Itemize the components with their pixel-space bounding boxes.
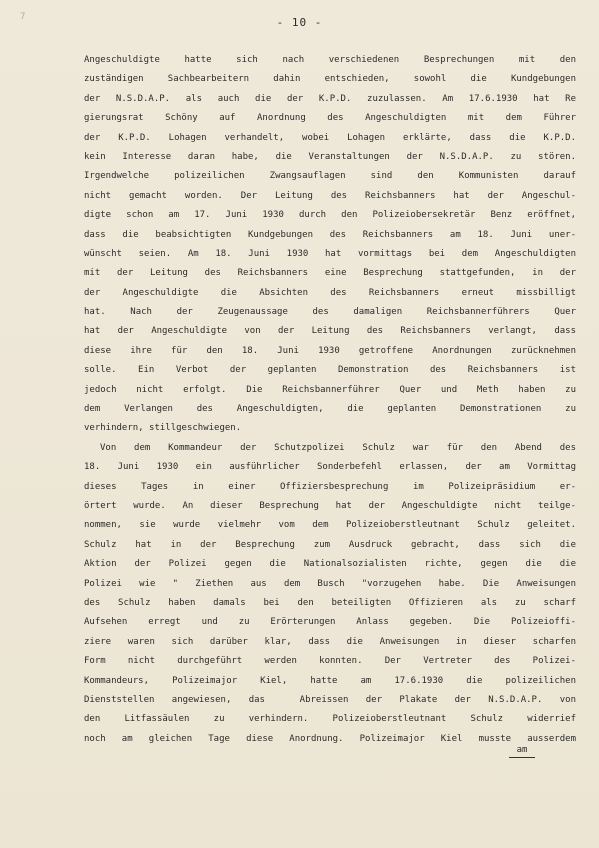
text-line: örtert wurde. An dieser Besprechung hat der Angeschuldigte nicht teilge- — [84, 500, 576, 511]
text-line: wünscht seien. Am 18. Juni 1930 hat vormittags bei dem Angeschuldigten — [84, 248, 576, 259]
text-line: Polizei wie " Ziethen aus dem Busch "vorzugehen habe. Die Anweisungen — [84, 578, 576, 589]
body-text — [84, 51, 576, 749]
text-line: hat der Angeschuldigte von der Leitung des Reichsbanners verlangt, dass — [84, 326, 576, 337]
text-line: Irgendwelche polizeilichen Zwangsauflagen sind den Kommunisten darauf — [84, 171, 576, 182]
text-line: Aktion der Polizei gegen die Nationalsozialisten richte, gegen die die — [84, 559, 576, 570]
text-line: nicht gemacht worden. Der Leitung des Reichsbanners hat der Angeschul- — [84, 190, 576, 201]
text-line: der K.P.D. Lohagen verhandelt, wobei Lohagen erklärte, dass die K.P.D. — [84, 132, 576, 143]
text-line: Dienststellen angewiesen, das Abreissen der Plakate der N.S.D.A.P. von — [84, 694, 576, 705]
text-line: der N.S.D.A.P. als auch die der K.P.D. zuzulassen. Am 17.6.1930 hat Re — [84, 93, 576, 104]
margin-mark: 7 — [20, 12, 26, 22]
text-line: dem Verlangen des Angeschuldigten, die geplanten Demonstrationen zu — [84, 404, 576, 415]
text-line: hat. Nach der Zeugenaussage des damaligen Reichsbannerführers Quer — [84, 307, 576, 318]
text-line: digte schon am 17. Juni 1930 durch den Polizeiobersekretär Benz eröffnet, — [84, 210, 576, 221]
text-line: solle. Ein Verbot der geplanten Demonstration des Reichsbanners ist — [84, 365, 576, 376]
text-line: Angeschuldigte hatte sich nach verschiedenen Besprechungen mit den — [84, 55, 576, 65]
text-line: nommen, sie wurde vielmehr vom dem Polizeioberstleutnant Schulz geleitet. — [84, 520, 576, 531]
text-line: noch am gleichen Tage diese Anordnung. Polizeimajor Kiel musste ausserdem — [84, 733, 576, 744]
text-line: jedoch nicht erfolgt. Die Reichsbannerführer Quer und Meth haben zu — [84, 384, 576, 395]
text-line: den Litfassäulen zu verhindern. Polizeioberstleutnant Schulz widerrief — [84, 714, 576, 725]
text-line: der Angeschuldigte die Absichten des Reichsbanners erneut missbilligt — [84, 287, 576, 298]
text-line: verhindern, stillgeschwiegen. — [84, 423, 242, 434]
text-line: dieses Tages in einer Offiziersbesprechung im Polizeipräsidium er- — [84, 481, 576, 492]
text-line: dass die beabsichtigten Kundgebungen des Reichsbanners am 18. Juni uner- — [84, 229, 576, 240]
text-line: gierungsrat Schöny auf Anordnung des Angeschuldigten mit dem Führer — [84, 113, 576, 124]
text-line: Form nicht durchgeführt werden konnten. Der Vertreter des Polizei- — [84, 656, 576, 667]
text-line: des Schulz haben damals bei den beteiligten Offizieren als zu scharf — [84, 597, 576, 608]
text-line: Von dem Kommandeur der Schutzpolizei Schulz war für den Abend des — [100, 442, 576, 453]
page-number: - 10 - — [276, 16, 323, 29]
text-line: ziere waren sich darüber klar, dass die Anweisungen in dieser scharfen — [84, 636, 576, 647]
text-line: Kommandeurs, Polizeimajor Kiel, hatte am 17.6.1930 die polizeilichen — [84, 675, 576, 686]
text-line: Aufsehen erregt und zu Erörterungen Anlass gegeben. Die Polizeioffi- — [84, 617, 576, 628]
text-line: 18. Juni 1930 ein ausführlicher Sonderbefehl erlassen, der am Vormittag — [84, 462, 576, 473]
text-line: zuständigen Sachbearbeitern dahin entschieden, sowohl die Kundgebungen — [84, 74, 576, 85]
text-line: Schulz hat in der Besprechung zum Ausdruck gebracht, dass sich die — [84, 539, 576, 550]
text-line: mit der Leitung des Reichsbanners eine Besprechung stattgefunden, in der — [84, 268, 576, 279]
text-line: kein Interesse daran habe, die Veranstaltungen der N.S.D.A.P. zu stören. — [84, 151, 576, 162]
catchword: am — [509, 744, 535, 758]
text-line: diese ihre für den 18. Juni 1930 getroffene Anordnungen zurücknehmen — [84, 345, 576, 356]
